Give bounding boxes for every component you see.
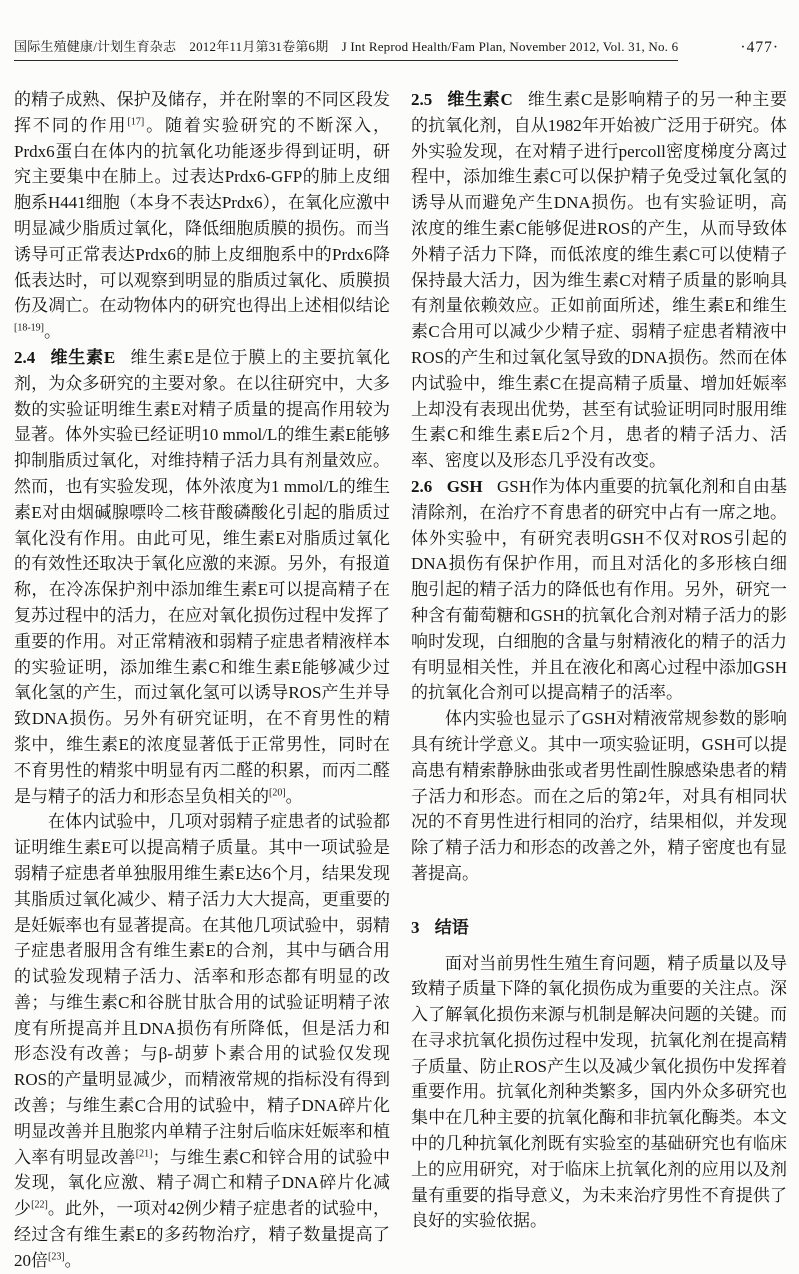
section-2-6-gsh bbox=[411, 474, 787, 706]
paragraph-vitamin-e-in-vivo: 在体内试验中，几项对弱精子症患者的试验都证明维生素E可以提高精子质量。其中一项试验是弱精子症患者单独服用维生素E达6个月，结果发现其脂质过氧化减少、精子活力大大提高，更重要的是妊娠率也有显著提高。在其他几项试验中，弱精子症患者服用含有维生素E的合剂，其中与硒合用的试验发现精子活力、活率和形态都有明显的改善；与维生素C和谷胱甘肽合用的试验证明精子浓度有所提高并且DNA损伤有所降低，但是活力和形态没有改善；与β-胡萝卜素合用的试验仅发现ROS的产量明显减少，而精液常规的指标没有得到改善；与维生素C合用的试验中，精子DNA碎片化明显改善并且胞浆内单精子注射后临床妊娠率和植入率有明显改善[21]；与维生素C和锌合用的试验中发现，氧化应激、精子凋亡和精子DNA碎片化减少[22]。此外，一项对42例少精子症患者的试验中，经过含有维生素E的多药物治疗，精子数量提高了20倍[23]。 bbox=[14, 812, 391, 1270]
section-2-4-number: 2.4 bbox=[14, 347, 36, 367]
right-column bbox=[411, 87, 787, 1274]
section-2-5-title: 维生素C bbox=[446, 90, 513, 109]
section-2-6-number: 2.6 bbox=[411, 476, 433, 496]
section-2-4-vitamin-e bbox=[14, 345, 390, 809]
paragraph-conclusion: 面对当前男性生殖生育问题，精子质量以及导致精子质量下降的氧化损伤成为重要的关注点。深入了解氧化损伤来源与机制是解决问题的关键。而在寻求抗氧化损伤过程中发现，抗氧化剂在提高精子质量、防止ROS产生以及减少氧化损伤中发挥着重要作用。抗氧化剂种类繁多，国内外众多研究也集中在几种主要的抗氧化酶和非抗氧化酶类。本文中的几种抗氧化剂既有实验室的基础研究也有临床上的应用研究，对于临床上抗氧化剂的应用以及剂量有重要的指导意义，为未来治疗男性不育提供了良好的实验依据。 bbox=[411, 953, 787, 1231]
section-2-5-vitamin-c bbox=[411, 87, 787, 474]
page-number: ·477· bbox=[740, 39, 779, 56]
section-2-4-body: 维生素E是位于膜上的主要抗氧化剂，为众多研究的主要对象。在以往研究中，大多数的实验证明维生素E对精子质量的提高作用较为显著。体外实验已经证明10 mmol/L的维生素E能够抑制脂质过氧化，对维持精子活力具有剂量效应。然而，也有实验发现，体外浓度为1 mmol/L的维生素E对由烟碱腺嘌呤二核苷酸磷酸化引起的脂质过氧化没有作用。由此可见，维生素E对脂质过氧化的有效性还取决于氧化应激的来源。另外，有报道称，在冷冻保护剂中添加维生素E可以提高精子在复苏过程中的活力，在应对氧化损伤过程中发挥了重要的作用。对正常精液和弱精子症患者精液样本的实验证明，添加维生素C和维生素E能够减少过氧化氢的产生，而过氧化氢可以诱导ROS产生并导致DNA损伤。另外有研究证明，在不育男性的精浆中，维生素E的浓度显著低于正常男性，同时在不育男性的精浆中明显有丙二醛的积累，而丙二醛是与精子的活力和形态呈负相关的[20]。 bbox=[14, 347, 390, 806]
section-2-6-body: GSH作为体内重要的抗氧化剂和自由基清除剂，在治疗不育患者的研究中占有一席之地。体外实验中，有研究表明GSH不仅对ROS引起的DNA损伤有保护作用，而且对活化的多形核白细胞引起的精子活力的降低也有作用。另外，研究一种含有葡萄糖和GSH的抗氧化合剂对精子活力的影响时发现，白细胞的含量与射精液化的精子的活力有明显相关性，并且在液化和离心过程中添加GSH的抗氧化合剂可以提高精子的活率。 bbox=[411, 476, 787, 703]
section-2-5-number: 2.5 bbox=[411, 90, 433, 109]
two-column-body bbox=[14, 87, 787, 1274]
section-2-6-title: GSH bbox=[446, 476, 483, 496]
paragraph-prdx6-continuation: 的精子成熟、保护及储存，并在附睾的不同区段发挥不同的作用[17]。随着实验研究的不断深入，Prdx6蛋白在体内的抗氧化功能逐步得到证明，研究主要集中在肺上。过表达Prdx6-GFP的肺上皮细胞系H441细胞（本身不表达Prdx6），在氧化应激中明显减少脂质过氧化，降低细胞质膜的损伤。而当诱导可正常表达Prdx6的肺上皮细胞系中的Prdx6降低表达时，可以观察到明显的脂质过氧化、质膜损伤及凋亡。在动物体内的研究也得出上述相似结论[18-19]。 bbox=[14, 90, 391, 342]
section-3-conclusion-heading bbox=[411, 915, 787, 941]
left-column bbox=[14, 87, 390, 1274]
journal-header-line: 国际生殖健康/计划生育杂志 2012年11月第31卷第6期 J Int Reprod Health/Fam Plan, November 2012, Vol. 31, No. 6 bbox=[14, 36, 678, 61]
section-3-number: 3 bbox=[411, 917, 420, 937]
section-3-title: 结语 bbox=[434, 917, 469, 937]
page-header bbox=[14, 36, 787, 61]
paragraph-gsh-in-vivo: 体内实验也显示了GSH对精液常规参数的影响具有统计学意义。其中一项实验证明，GSH可以提高患有精索静脉曲张或者男性副性腺感染患者的精子活力和形态。而在之后的第2年，对具有相同状况的不育男性进行相同的治疗，结果相似，并发现除了精子活力和形态的改善之外，精子密度也有显著提高。 bbox=[411, 709, 787, 883]
section-2-4-title: 维生素E bbox=[49, 347, 116, 367]
section-2-5-body: 维生素C是影响精子的另一种主要的抗氧化剂，自从1982年开始被广泛用于研究。体外实验发现，在对精子进行percoll密度梯度分离过程中，添加维生素C可以保护精子免受过氧化氢的诱导从而避免产生DNA损伤。也有实验证明，高浓度的维生素C能够促进ROS的产生，从而导致体外精子活力下降，而低浓度的维生素C可以使精子保持最大活力，因为维生素C对精子质量的影响具有剂量依赖效应。正如前面所述，维生素E和维生素C合用可以减少少精子症、弱精子症患者精液中ROS的产生和过氧化氢导致的DNA损伤。然而在体内试验中，维生素C在提高精子质量、增加妊娠率上却没有表现出优势，甚至有试验证明同时服用维生素C和维生素E后2个月，患者的精子活力、活率、密度以及形态几乎没有改变。 bbox=[411, 90, 788, 471]
